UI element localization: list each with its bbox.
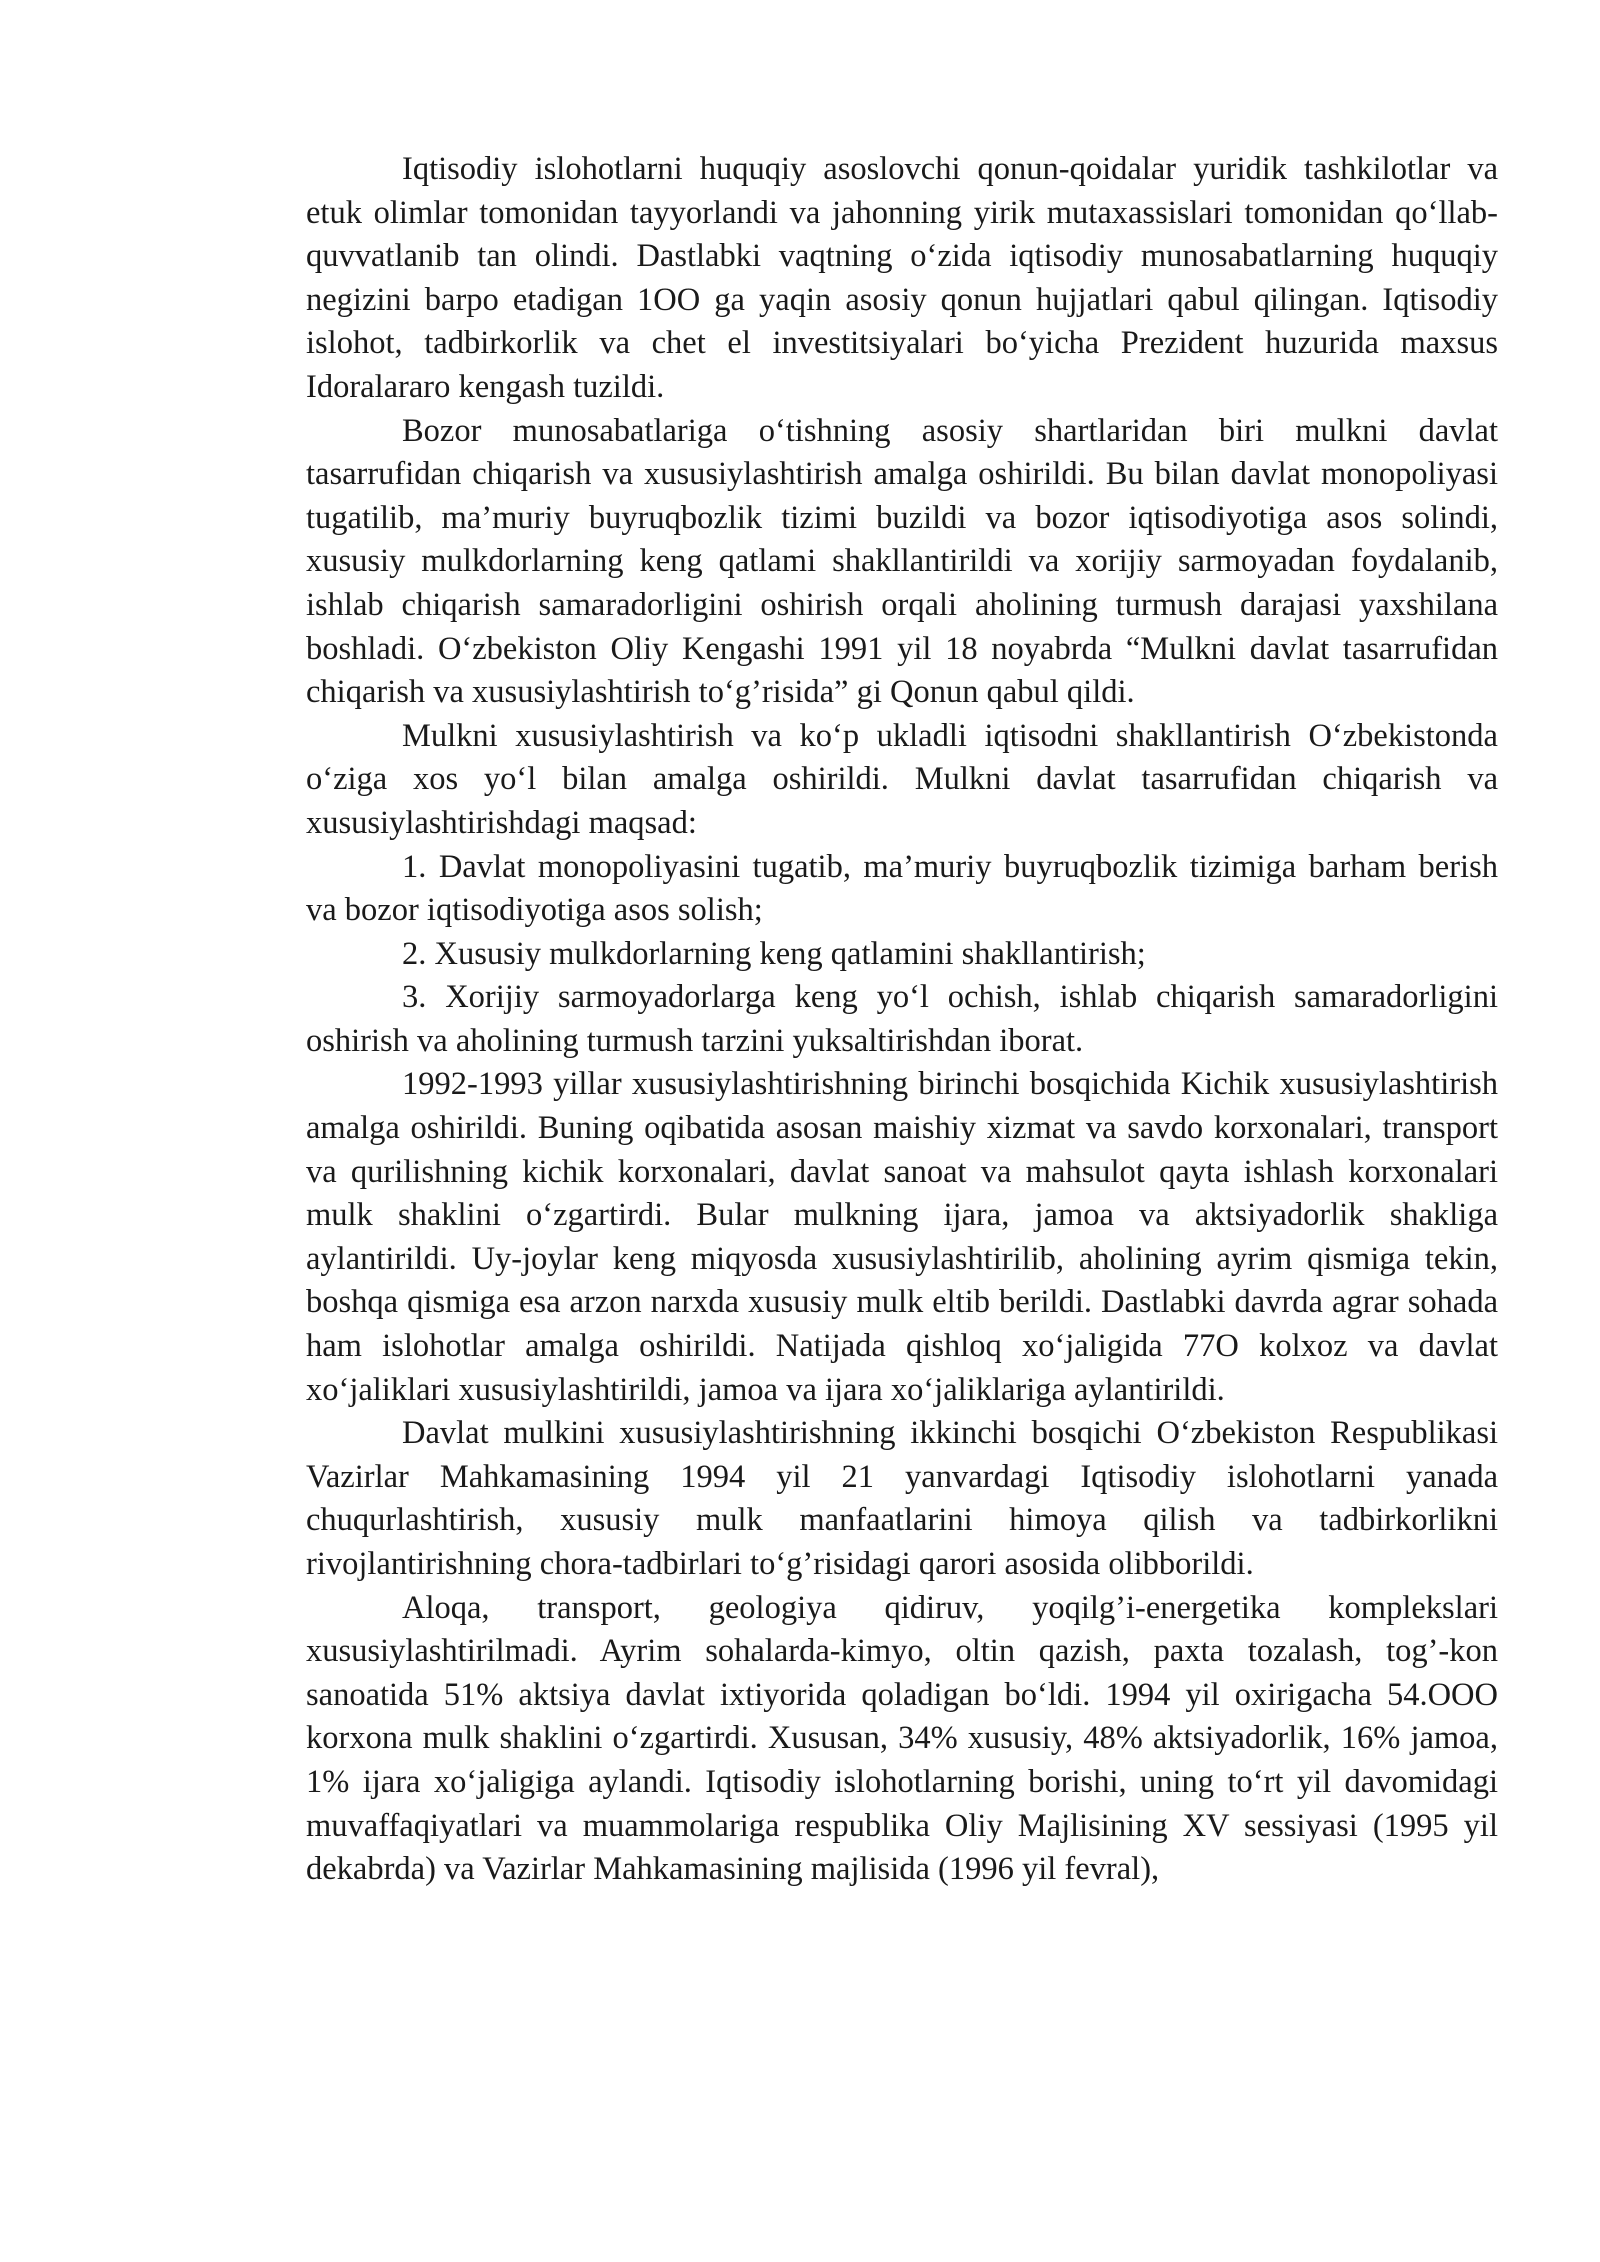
- paragraph: Aloqa, transport, geologiya qidiruv, yoqilg’i-energetika komplekslari xususiylashtirilmadi. Ayrim sohalarda-kimyo, oltin qazish, paxta tozalash, tog’-kon sanoatida 51% aktsiya davlat ixtiyorida qoladigan bo‘ldi. 1994 yil oxirigacha 54.OOO korxona mulk shaklini o‘zgartirdi. Xususan, 34% xususiy, 48% aktsiyadorlik, 16% jamoa, 1% ijara xo‘jaligiga aylandi. Iqtisodiy islohotlarning borishi, uning to‘rt yil davomidagi muvaffaqiyatlari va muammolariga respublika Oliy Majlisining XV sessiyasi (1995 yil dekabrda) va Vazirlar Mahkamasining majlisida (1996 yil fevral),: [306, 1589, 1498, 1888]
- list-item: 2. Xususiy mulkdorlarning keng qatlamini shakllantirish;: [402, 935, 1146, 972]
- list-item: 1. Davlat monopoliyasini tugatib, ma’muriy buyruqbozlik tizimiga barham berish va bozor iqtisodiyotiga asos solish;: [306, 848, 1498, 929]
- paragraph: 1992-1993 yillar xususiylashtirishning birinchi bosqichida Kichik xususiylashtirish amalga oshirildi. Buning oqibatida asosan maishiy xizmat va savdo korxonalari, transport va qurilishning kichik korxonalari, davlat sanoat va mahsulot qayta ishlash korxonalari mulk shaklini o‘zgartirdi. Bular mulkning ijara, jamoa va aktsiyadorlik shakliga aylantirildi. Uy-joylar keng miqyosda xususiylashtirilib, aholining ayrim qismiga tekin, boshqa qismiga esa arzon narxda xususiy mulk eltib berildi. Dastlabki davrda agrar sohada ham islohotlar amalga oshirildi. Natijada qishloq xo‘jaligida 77O kolxoz va davlat xo‘jaliklari xususiylashtirildi, jamoa va ijara xo‘jaliklariga aylantirildi.: [306, 1066, 1498, 1408]
- list-item: 3. Xorijiy sarmoyadorlarga keng yo‘l ochish, ishlab chiqarish samaradorligini oshirish va aholining turmush tarzini yuksaltirishdan iborat.: [306, 979, 1498, 1059]
- paragraph: Mulkni xususiylashtirish va ko‘p ukladli iqtisodni shakllantirish O‘zbekistonda o‘ziga xos yo‘l bilan amalga oshirildi. Mulkni davlat tasarrufidan chiqarish va xususiylashtirishdagi maqsad:: [306, 717, 1498, 841]
- document-page: [306, 148, 1498, 1892]
- paragraph: Iqtisodiy islohotlarni huquqiy asoslovchi qonun-qoidalar yuridik tashkilotlar va etuk olimlar tomonidan tayyorlandi va jahonning yirik mutaxassislari tomonidan qo‘llab-quvvatlanib tan olindi. Dastlabki vaqtning o‘zida iqtisodiy munosabatlarning huquqiy negizini barpo etadigan 1OO ga yaqin asosiy qonun hujjatlari qabul qilingan. Iqtisodiy islohot, tadbirkorlik va chet el investitsiyalari bo‘yicha Prezident huzurida maxsus Idoralararo kengash tuzildi.: [306, 151, 1498, 405]
- paragraph: Davlat mulkini xususiylashtirishning ikkinchi bosqichi O‘zbekiston Respublikasi Vazirlar Mahkamasining 1994 yil 21 yanvardagi Iqtisodiy islohotlarni yanada chuqurlashtirish, xususiy mulk manfaatlarini himoya qilish va tadbirkorlikni rivojlantirishning chora-tadbirlari to‘g’risidagi qarori asosida olibborildi.: [306, 1415, 1498, 1582]
- paragraph: Bozor munosabatlariga o‘tishning asosiy shartlaridan biri mulkni davlat tasarrufidan chiqarish va xususiylashtirish amalga oshirildi. Bu bilan davlat monopoliyasi tugatilib, ma’muriy buyruqbozlik tizimi buzildi va bozor iqtisodiyotiga asos solindi, xususiy mulkdorlarning keng qatlami shakllantirildi va xorijiy sarmoyadan foydalanib, ishlab chiqarish samaradorligini oshirish orqali aholining turmush darajasi yaxshilana boshladi. O‘zbekiston Oliy Kengashi 1991 yil 18 noyabrda “Mulkni davlat tasarrufidan chiqarish va xususiylashtirish to‘g’risida” gi Qonun qabul qildi.: [306, 412, 1498, 711]
